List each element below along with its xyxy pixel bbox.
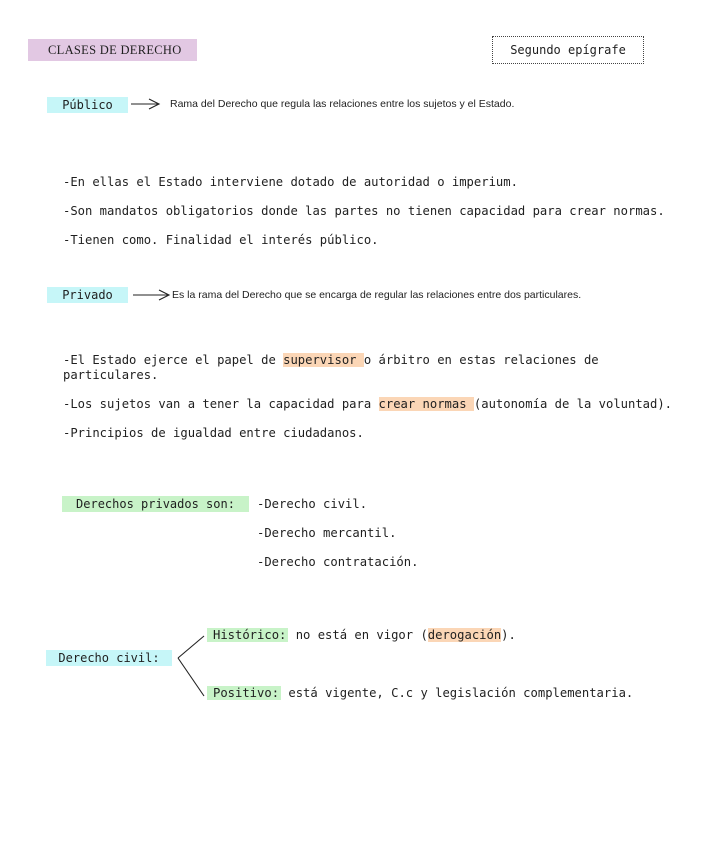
branch-down <box>178 658 204 696</box>
privado-definition: Es la rama del Derecho que se encarga de regular las relaciones entre dos particulares. <box>172 289 582 301</box>
privado-point-1-cont: particulares. <box>63 368 159 382</box>
privado-point-1: -El Estado ejerce el papel de supervisor o árbitro en estas relaciones de <box>63 353 599 367</box>
derecho-item-civil: -Derecho civil. <box>257 497 368 511</box>
derechos-privados-label: Derechos privados son: <box>62 496 249 512</box>
branch-up <box>178 636 204 658</box>
publico-point-1: -En ellas el Estado interviene dotado de autoridad o imperium. <box>63 175 518 189</box>
privado-point-2: -Los sujetos van a tener la capacidad para crear normas (autonomía de la voluntad). <box>63 397 673 411</box>
derecho-item-mercantil: -Derecho mercantil. <box>257 526 397 540</box>
positivo-line: Positivo: está vigente, C.c y legislación complementaria. <box>207 686 633 701</box>
positivo-label: Positivo: <box>207 686 281 700</box>
historico-label: Histórico: <box>207 628 288 642</box>
publico-point-2: -Son mandatos obligatorios donde las partes no tienen capacidad para crear normas. <box>63 204 665 218</box>
privado-label: Privado <box>47 287 128 303</box>
publico-label: Público <box>47 97 128 113</box>
section-tag: Segundo epígrafe <box>492 36 644 64</box>
page-title: CLASES DE DERECHO <box>28 39 197 61</box>
highlight-derogacion: derogación <box>427 628 502 642</box>
historico-line: Histórico: no está en vigor (derogación). <box>207 628 516 643</box>
derecho-item-contratacion: -Derecho contratación. <box>257 555 419 569</box>
highlight-crear-normas: crear normas <box>378 397 474 411</box>
privado-point-3: -Principios de igualdad entre ciudadanos. <box>63 426 364 440</box>
publico-definition: Rama del Derecho que regula las relaciones entre los sujetos y el Estado. <box>170 98 515 110</box>
derecho-civil-label: Derecho civil: <box>46 650 172 666</box>
publico-point-3: -Tienen como. Finalidad el interés público. <box>63 233 379 247</box>
highlight-supervisor: supervisor <box>283 353 364 367</box>
